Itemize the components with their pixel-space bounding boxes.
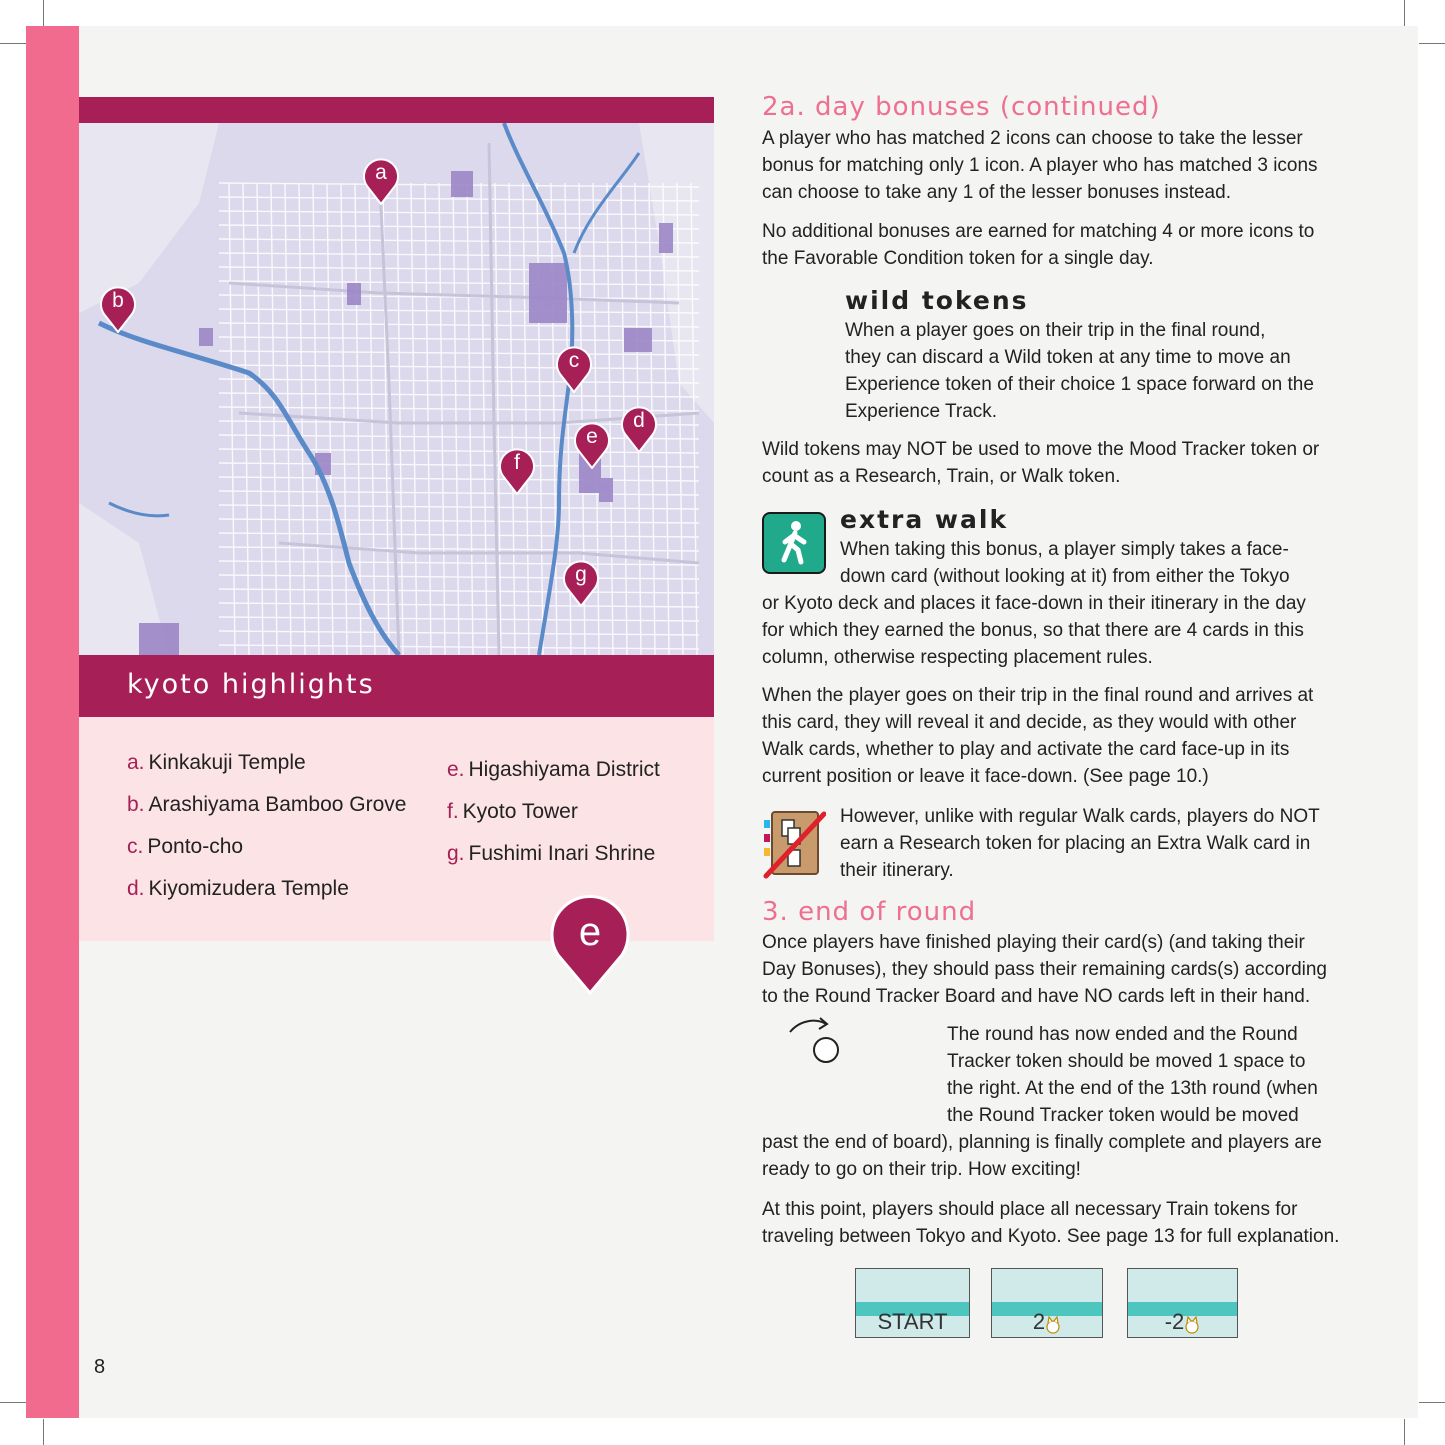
- map-pin-a[interactable]: [362, 155, 400, 205]
- highlights-header: [79, 655, 714, 717]
- map-pin-f[interactable]: [498, 445, 536, 495]
- highlight-item: a. Kinkakuji Temple: [127, 751, 306, 774]
- lucky-cat-icon: [1045, 1314, 1061, 1332]
- round-tracker-label: -2: [1128, 1309, 1237, 1335]
- crop-mark: [43, 0, 44, 26]
- section-3-paragraph-2a: The round has now ended and the Round Tracker token should be moved 1 space to the right. At the end of the 13th round (when the Round Tracker token would be moved: [947, 1024, 1318, 1126]
- section-2a-paragraph-1: A player who has matched 2 icons can choose to take the lesser bonus for matching only 1 icon. A player who has matched 3 icons can choose to take any 1 of the lesser bonuses instead.: [762, 128, 1318, 203]
- map-pin-label: e: [586, 425, 598, 448]
- round-tracker-label: 2: [992, 1309, 1102, 1335]
- map-top-bar: [79, 97, 714, 123]
- wild-tokens-paragraph-1: When a player goes on their trip in the final round, they can discard a Wild token at any time to move an Experience token of their choice 1 space forward on the Experience Track.: [845, 320, 1314, 422]
- map-pin-b[interactable]: [99, 283, 137, 333]
- round-tracker-space: [1127, 1268, 1238, 1338]
- section-3-paragraph-3: At this point, players should place all necessary Train tokens for traveling between Tokyo and Kyoto. See page 13 for full explanation.: [762, 1199, 1340, 1247]
- round-tracker-label: START: [877, 1309, 948, 1334]
- no-research-token-icon: [762, 810, 826, 880]
- extra-walk-heading: extra walk: [840, 505, 1009, 534]
- large-pin-icon: [550, 893, 630, 995]
- wild-tokens-paragraph-2: Wild tokens may NOT be used to move the Mood Tracker token or count as a Research, Train, or Walk token.: [762, 439, 1320, 487]
- kyoto-map: [79, 123, 714, 655]
- section-2a-paragraph-2: No additional bonuses are earned for matching 4 or more icons to the Favorable Condition token for a single day.: [762, 221, 1315, 269]
- round-tracker-space: [991, 1268, 1103, 1338]
- map-pin-label: a: [375, 161, 387, 184]
- page-number: 8: [94, 1356, 106, 1378]
- crop-mark: [1419, 1402, 1445, 1403]
- map-pin-d[interactable]: [620, 403, 658, 453]
- map-pin-label: f: [514, 451, 520, 474]
- page-edge-stripe: [26, 26, 79, 1418]
- highlights-title: kyoto highlights: [127, 669, 375, 700]
- section-3-paragraph-2b: past the end of board), planning is finally complete and players are ready to go on their trip. How exciting!: [762, 1132, 1322, 1180]
- section-3-heading: 3. end of round: [762, 897, 977, 927]
- wild-tokens-heading: wild tokens: [845, 286, 1029, 315]
- crop-mark: [1404, 1419, 1405, 1445]
- lucky-cat-icon: [1184, 1314, 1200, 1332]
- crop-mark: [0, 43, 26, 44]
- round-tracker-space-start: [855, 1268, 970, 1338]
- highlight-item: g. Fushimi Inari Shrine: [447, 842, 656, 865]
- extra-walk-paragraph-3: However, unlike with regular Walk cards, players do NOT earn a Research token for placing an Extra Walk card in their itinerary.: [840, 806, 1320, 881]
- crop-mark: [0, 1402, 26, 1403]
- section-2a-heading: 2a. day bonuses (continued): [762, 92, 1161, 122]
- highlight-item: c. Ponto-cho: [127, 835, 244, 858]
- map-pin-label: c: [568, 349, 580, 372]
- extra-walk-paragraph-2: When the player goes on their trip in the final round and arrives at this card, they will reveal it and decide, as they would with other Walk cards, whether to play and activate the card face-up in its current position or leave it face-down. (See page 10.): [762, 685, 1314, 787]
- extra-walk-paragraph-1a: When taking this bonus, a player simply takes a face- down card (without looking at it) from either the Tokyo: [840, 539, 1290, 587]
- crop-mark: [1419, 43, 1445, 44]
- crop-mark: [1404, 0, 1405, 26]
- highlight-item: d. Kiyomizudera Temple: [127, 877, 349, 900]
- map-pin-c[interactable]: [555, 343, 593, 393]
- round-tracker-token-icon: [786, 1016, 846, 1066]
- map-pin-e[interactable]: [573, 419, 611, 469]
- map-pin-label: d: [633, 409, 645, 432]
- map-pin-g[interactable]: [562, 557, 600, 607]
- extra-walk-paragraph-1b: or Kyoto deck and places it face-down in their itinerary in the day for which they earned the bonus, so that there are 4 cards in this column, otherwise respecting placement rules.: [762, 593, 1306, 668]
- map-pin-label: b: [112, 289, 124, 312]
- highlight-item: e. Higashiyama District: [447, 758, 660, 781]
- large-pin-label: e: [578, 910, 602, 954]
- section-3-paragraph-1: Once players have finished playing their card(s) (and taking their Day Bonuses), they should pass their remaining cards(s) according to the Round Tracker Board and have NO cards left in their hand.: [762, 932, 1327, 1007]
- highlight-item: f. Kyoto Tower: [447, 800, 578, 823]
- map-pin-label: g: [575, 563, 587, 586]
- crop-mark: [43, 1419, 44, 1445]
- walking-person-icon: [762, 512, 826, 574]
- highlight-item: b. Arashiyama Bamboo Grove: [127, 793, 407, 816]
